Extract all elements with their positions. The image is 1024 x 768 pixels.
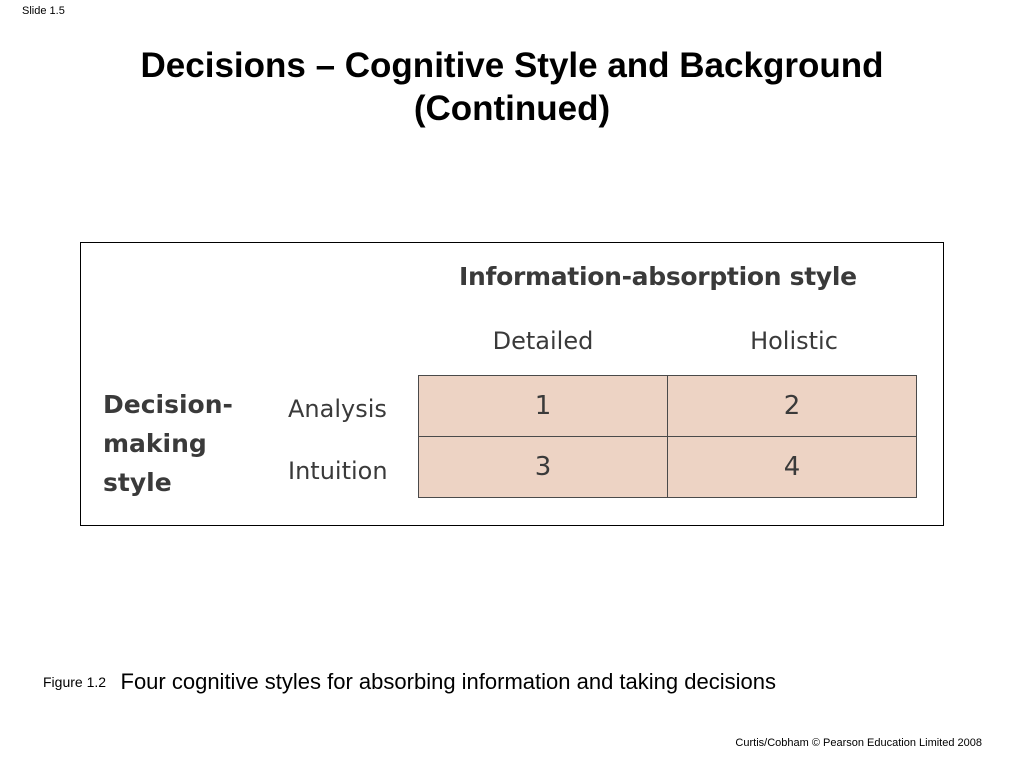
copyright-footer: Curtis/Cobham © Pearson Education Limited 2008 [735,737,982,749]
information-absorption-heading: Information-absorption style [459,262,857,291]
figure-label: Figure 1.2 [43,674,107,690]
cognitive-style-grid [418,375,917,498]
figure-caption [43,669,776,695]
slide-title-line-1: Decisions – Cognitive Style and Background [140,46,884,85]
row-header-intuition: Intuition [288,457,388,485]
column-header-detailed: Detailed [492,327,594,355]
grid-cell-analysis-detailed: 1 [419,376,668,437]
grid-row-intuition [419,437,917,498]
row-header-analysis: Analysis [288,395,387,423]
decision-heading-line-2: making [103,429,207,458]
figure-caption-text: Four cognitive styles for absorbing information and taking decisions [120,669,776,694]
grid-cell-intuition-detailed: 3 [419,437,668,498]
slide-title-line-2: (Continued) [413,89,611,128]
decision-making-style-heading [103,385,233,502]
decision-heading-line-3: style [103,468,172,497]
grid-cell-intuition-holistic: 4 [668,437,917,498]
slide-number: Slide 1.5 [22,5,65,17]
cognitive-styles-figure [80,242,944,526]
column-header-holistic: Holistic [750,327,838,355]
grid-cell-analysis-holistic: 2 [668,376,917,437]
slide-title [0,44,1024,130]
grid-row-analysis [419,376,917,437]
decision-heading-line-1: Decision- [103,390,233,419]
